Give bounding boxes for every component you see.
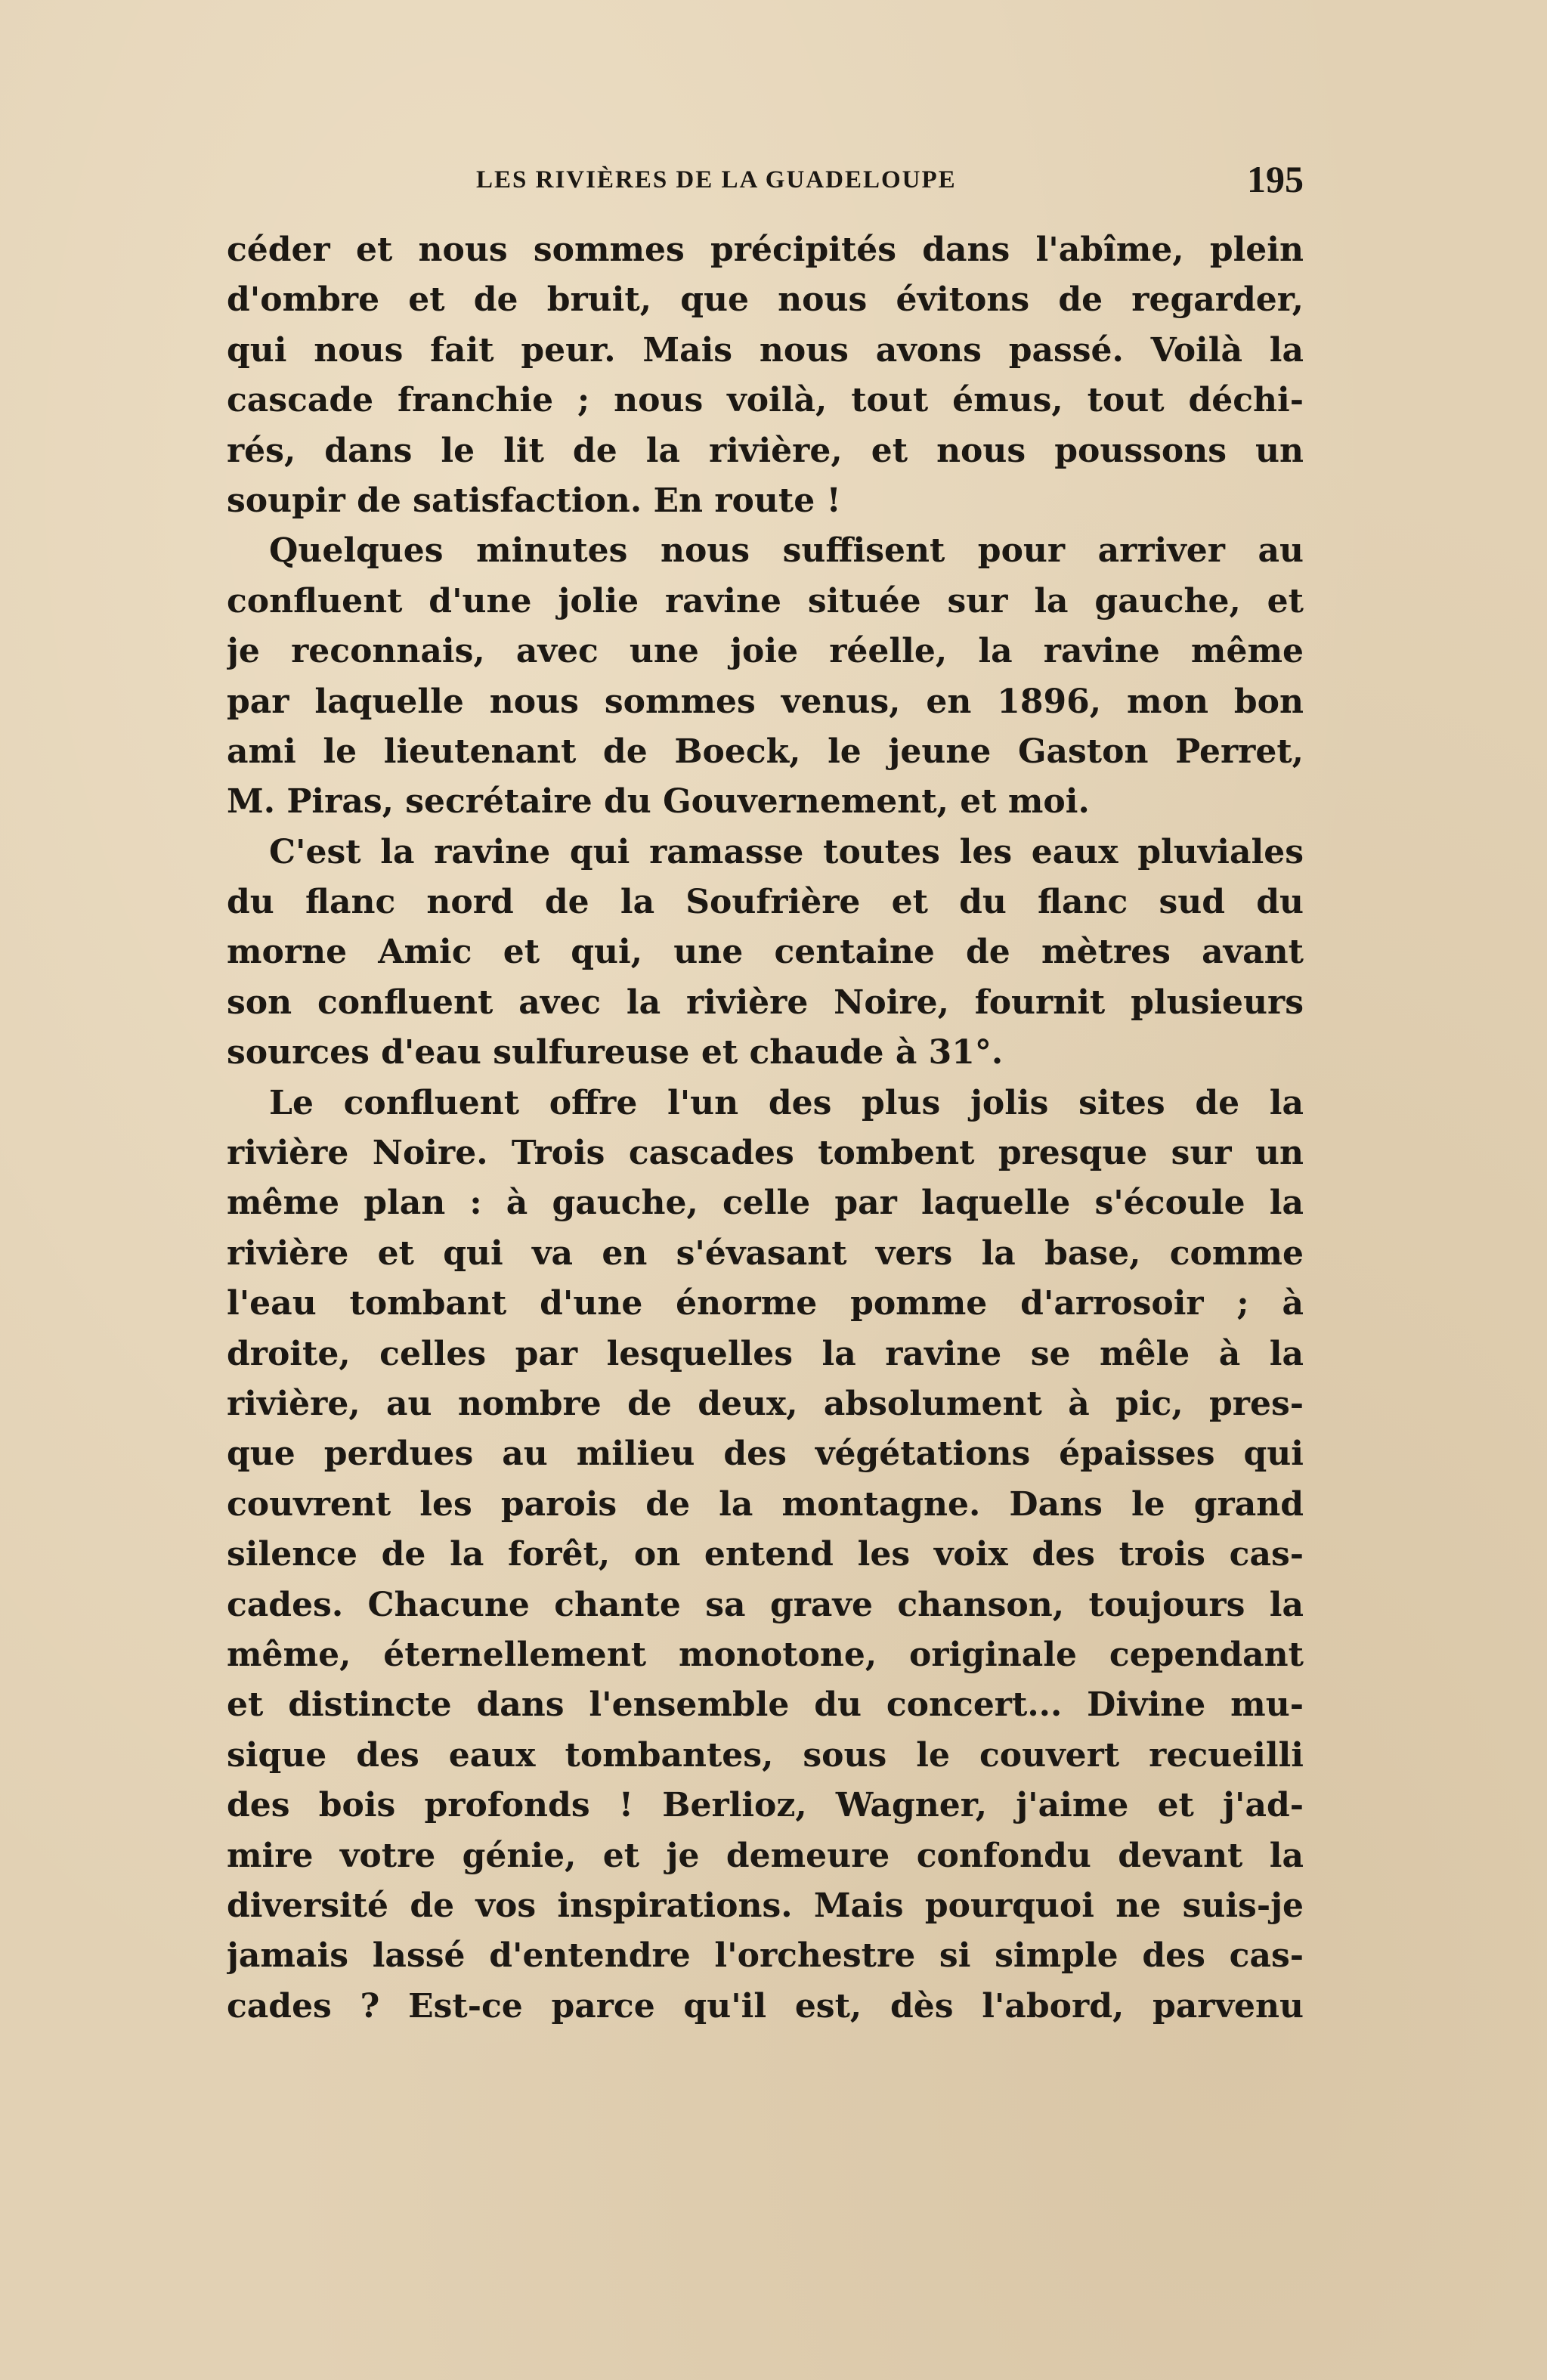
- text-line: Quelques minutes nous suffisent pour arriver au: [269, 531, 1304, 571]
- text-line: que perdues au milieu des végétations épaisses qui: [227, 1434, 1304, 1474]
- text-line: et distincte dans l'ensemble du concert... Divine mu-: [227, 1685, 1304, 1725]
- text-line: jamais lassé d'entendre l'orchestre si simple des cas-: [227, 1936, 1304, 1976]
- running-header: [227, 157, 1304, 203]
- page-number: 195: [1247, 158, 1304, 200]
- text-line: rivière et qui va en s'évasant vers la base, comme: [227, 1233, 1304, 1273]
- text-line: cades. Chacune chante sa grave chanson, toujours la: [227, 1585, 1304, 1624]
- text-line: silence de la forêt, on entend les voix des trois cas-: [227, 1535, 1304, 1574]
- text-line: couvrent les parois de la montagne. Dans le grand: [227, 1484, 1304, 1524]
- text-line: M. Piras, secrétaire du Gouvernement, et moi.: [227, 782, 1090, 822]
- text-line: cades ? Est-ce parce qu'il est, dès l'abord, parvenu: [227, 1986, 1304, 2026]
- text-line: morne Amic et qui, une centaine de mètres avant: [227, 933, 1304, 972]
- text-line: d'ombre et de bruit, que nous évitons de regarder,: [227, 280, 1304, 320]
- text-line: sources d'eau sulfureuse et chaude à 31°.: [227, 1033, 1004, 1072]
- text-line: l'eau tombant d'une énorme pomme d'arrosoir ; à: [227, 1284, 1304, 1323]
- text-line: mire votre génie, et je demeure confondu devant la: [227, 1836, 1304, 1875]
- text-line: son confluent avec la rivière Noire, fournit plusieurs: [227, 983, 1304, 1022]
- text-line: du flanc nord de la Soufrière et du flanc sud du: [227, 883, 1304, 922]
- text-line: confluent d'une jolie ravine située sur la gauche, et: [227, 581, 1304, 621]
- text-line: cascade franchie ; nous voilà, tout émus, tout déchi-: [227, 381, 1304, 420]
- text-line: rés, dans le lit de la rivière, et nous poussons un: [227, 431, 1304, 470]
- text-line: diversité de vos inspirations. Mais pourquoi ne suis-je: [227, 1886, 1304, 1925]
- text-line: Le confluent offre l'un des plus jolis sites de la: [269, 1083, 1304, 1122]
- text-line: sique des eaux tombantes, sous le couvert recueilli: [227, 1735, 1304, 1775]
- text-line: céder et nous sommes précipités dans l'abîme, plein: [227, 231, 1304, 269]
- text-line: même plan : à gauche, celle par laquelle s'écoule la: [227, 1184, 1304, 1223]
- text-line: par laquelle nous sommes venus, en 1896, mon bon: [227, 682, 1304, 721]
- text-line: droite, celles par lesquelles la ravine se mêle à la: [227, 1334, 1304, 1373]
- text-line: C'est la ravine qui ramasse toutes les eaux pluviales: [269, 832, 1304, 871]
- text-line: même, éternellement monotone, originale cependant: [227, 1635, 1304, 1674]
- text-line: rivière, au nombre de deux, absolument à pic, pres-: [227, 1384, 1304, 1423]
- text-line: des bois profonds ! Berlioz, Wagner, j'aime et j'ad-: [227, 1786, 1304, 1825]
- body-text: [227, 225, 1304, 2032]
- text-line: rivière Noire. Trois cascades tombent presque sur un: [227, 1134, 1304, 1173]
- text-line: je reconnais, avec une joie réelle, la ravine même: [227, 632, 1304, 671]
- running-title: LES RIVIÈRES DE LA GUADELOUPE: [476, 166, 957, 193]
- text-line: ami le lieutenant de Boeck, le jeune Gaston Perret,: [227, 732, 1304, 771]
- text-line: qui nous fait peur. Mais nous avons passé. Voilà la: [227, 330, 1304, 370]
- text-line: soupir de satisfaction. En route !: [227, 481, 841, 520]
